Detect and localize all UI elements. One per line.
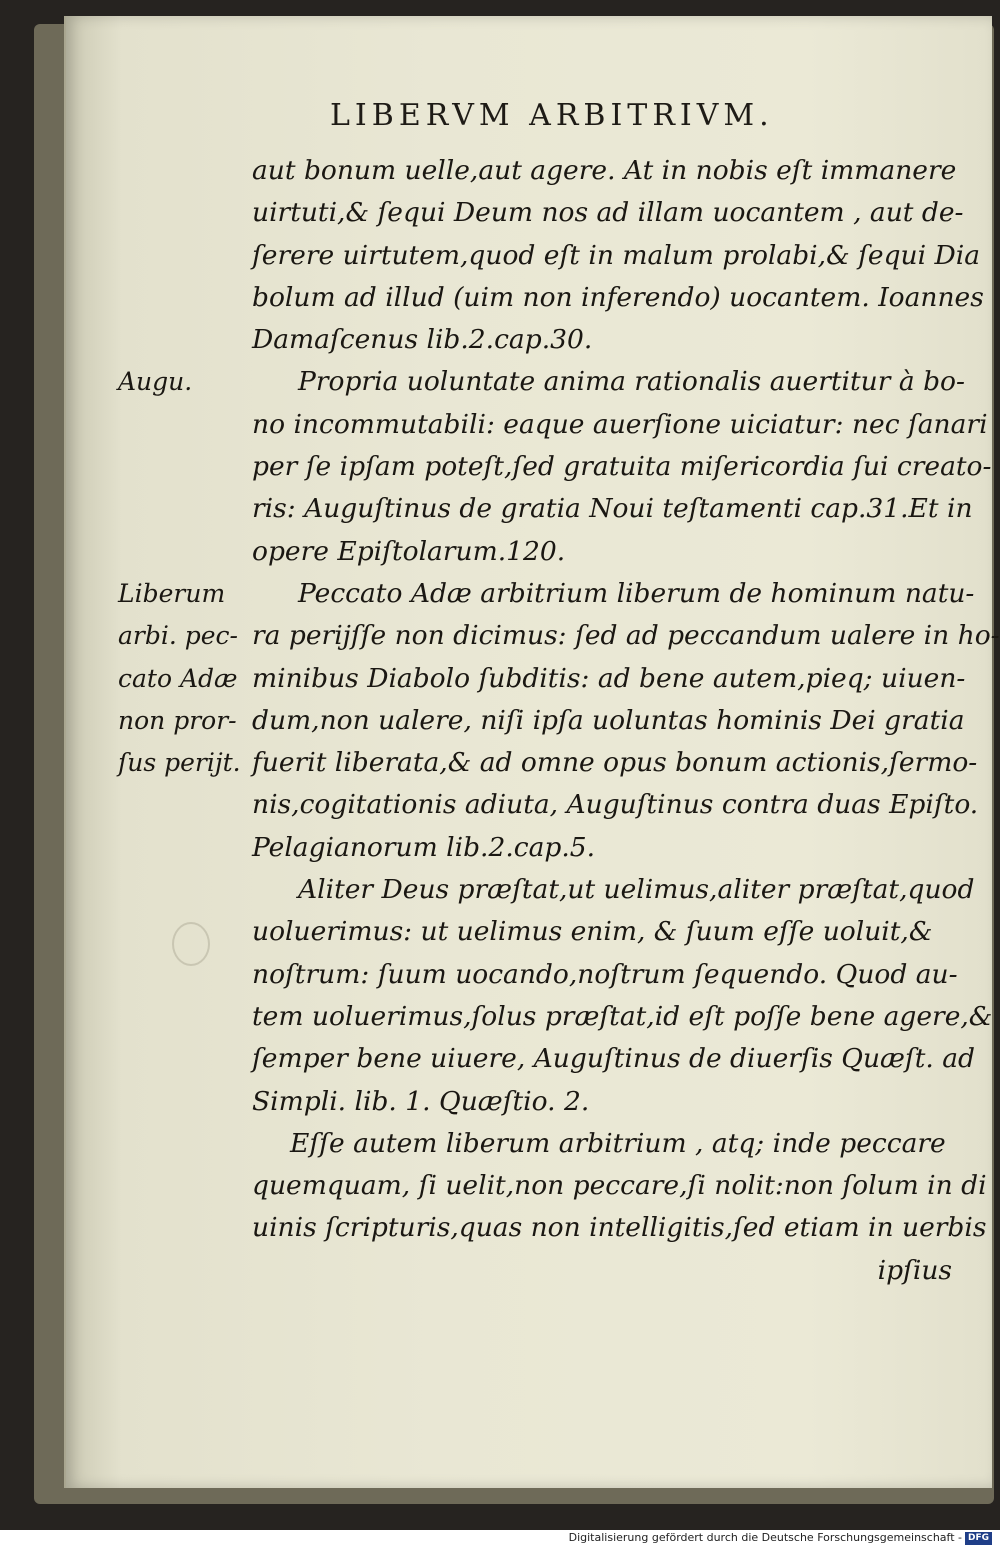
text-line: nis,cogitationis adiuta, Auguſtinus contra duas Epiſto. <box>252 789 979 821</box>
margin-note-line: ſus perijt. <box>118 748 241 778</box>
text-line: quemquam, ſi uelit,non peccare,ſi nolit:non ſolum in di <box>252 1170 987 1202</box>
text-line: ris: Auguſtinus de gratia Noui teſtamenti cap.31.Et in <box>252 493 973 525</box>
running-head: LIBERVM ARBITRIVM. <box>330 98 774 133</box>
body-text <box>252 150 1000 1292</box>
text-line: per ſe ipſam poteſt,ſed gratuita miſericordia ſui creato- <box>252 451 992 483</box>
margin-note-line: non pror- <box>118 705 237 735</box>
footer-credit: Digitalisierung gefördert durch die Deutsche Forschungsgemeinschaft - <box>568 1531 962 1544</box>
text-line: uoluerimus: ut uelimus enim, & ſuum eſſe uoluit,& <box>252 916 933 948</box>
text-line: no incommutabili: eaque auerſione uiciatur: nec ſanari <box>252 408 988 440</box>
dfg-logo: DFG <box>965 1532 992 1545</box>
text-line: Eſſe autem liberum arbitrium , atq; inde peccare <box>290 1127 946 1159</box>
text-line: dum,non ualere, niſi ipſa uoluntas hominis Dei gratia <box>252 704 965 736</box>
catchword: ipſius <box>877 1254 952 1286</box>
text-line: noſtrum: ſuum uocando,noſtrum ſequendo. Quod au- <box>252 958 958 990</box>
text-line: ſemper bene uiuere, Auguſtinus de diuerſis Quæſt. ad <box>252 1043 975 1075</box>
text-line: ra perijſſe non dicimus: ſed ad peccandum ualere in ho- <box>252 620 1000 652</box>
text-line: Simpli. lib. 1. Quæſtio. 2. <box>252 1085 590 1117</box>
text-line: Peccato Adæ arbitrium liberum de hominum natu- <box>298 577 975 609</box>
margin-note-liberum <box>118 573 250 784</box>
text-line: tem uoluerimus,ſolus præſtat,id eſt poſſe bene agere,& <box>252 1000 993 1032</box>
text-line: Pelagianorum lib.2.cap.5. <box>252 831 596 863</box>
margin-note-line: cato Adæ <box>118 663 238 693</box>
margin-note-line: Liberum <box>118 579 226 608</box>
ink-stain <box>172 922 210 966</box>
text-line: Propria uoluntate anima rationalis auertitur à bo- <box>298 366 965 398</box>
text-line: opere Epiſtolarum.120. <box>252 535 566 567</box>
margin-note-line: arbi. pec- <box>118 621 238 651</box>
margin-note-line: Augu. <box>118 367 193 396</box>
text-line: Damaſcenus lib.2.cap.30. <box>252 324 593 356</box>
text-line: uinis ſcripturis,quas non intelligitis,ſed etiam in uerbis <box>252 1212 987 1244</box>
text-line: minibus Diabolo ſubditis: ad bene autem,pieq; uiuen- <box>252 662 966 694</box>
text-line: aut bonum uelle,aut agere. At in nobis eſt immanere <box>252 155 957 186</box>
margin-note-augu <box>118 361 250 403</box>
text-line: fuerit liberata,& ad omne opus bonum actionis,ſermo- <box>252 747 978 779</box>
text-line: bolum ad illud (uim non inferendo) uocantem. Ioannes <box>252 281 984 313</box>
text-line: uirtuti,& ſequi Deum nos ad illam uocantem , aut de- <box>252 197 964 229</box>
text-line: Aliter Deus præſtat,ut uelimus,aliter præſtat,quod <box>298 874 975 906</box>
text-line: ſerere uirtutem,quod eſt in malum prolabi,& ſequi Dia <box>252 239 981 271</box>
